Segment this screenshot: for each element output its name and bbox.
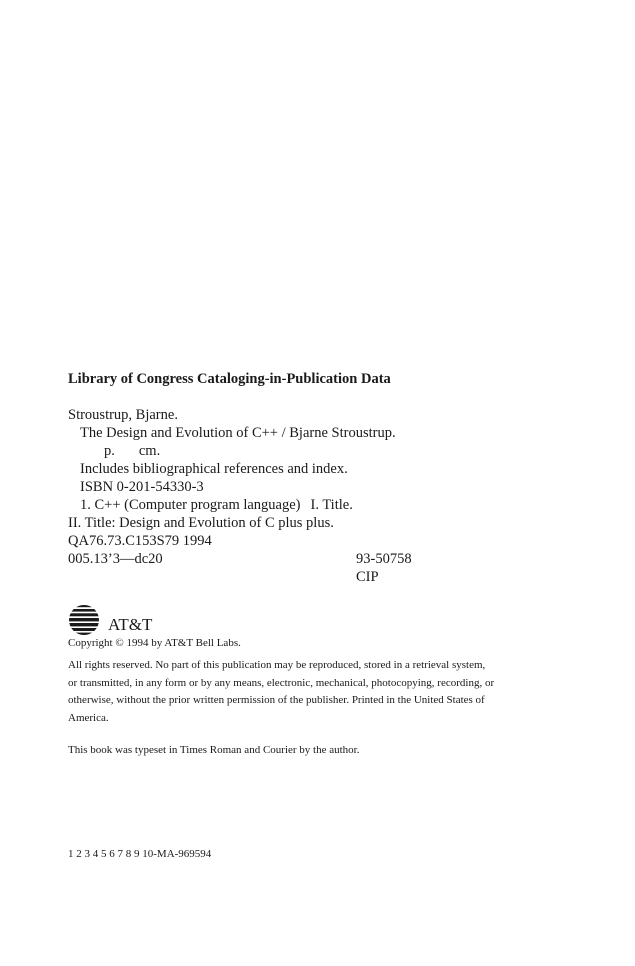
typeset-note: This book was typeset in Times Roman and Courier by the author.	[68, 744, 360, 756]
rights-line: otherwise, without the prior written permission of the publisher. Printed in the United States of	[68, 694, 485, 706]
cip-cm: cm.	[138, 443, 161, 459]
rights-statement	[68, 657, 538, 727]
cip-title-entry: I. Title.	[310, 497, 353, 513]
cip-subject-line	[68, 496, 488, 514]
printing-line: 1 2 3 4 5 6 7 8 9 10-MA-969594	[68, 848, 212, 860]
att-globe-icon	[68, 604, 100, 636]
cip-author: Stroustrup, Bjarne.	[68, 407, 178, 423]
att-logo-text: AT&T	[108, 615, 153, 634]
cip-label: CIP	[356, 569, 379, 585]
cip-call-number: QA76.73.C153S79 1994	[68, 533, 212, 549]
cip-heading: Library of Congress Cataloging-in-Publication Data	[68, 371, 391, 387]
cip-label-line	[68, 568, 488, 586]
cip-bibliography: Includes bibliographical references and index.	[80, 461, 348, 477]
cip-pagination	[68, 442, 488, 460]
cip-dewey-line	[68, 550, 488, 568]
cip-pages: p.	[104, 443, 115, 459]
cip-subject: 1. C++ (Computer program language)	[80, 497, 301, 513]
cip-alt-title: II. Title: Design and Evolution of C plus plus.	[68, 515, 334, 531]
rights-line: or transmitted, in any form or by any means, electronic, mechanical, photocopying, recording, or	[68, 676, 495, 689]
cip-title-line: The Design and Evolution of C++ / Bjarne Stroustrup.	[80, 425, 396, 441]
cip-record	[68, 406, 488, 586]
cip-lccn: 93-50758	[356, 551, 412, 567]
copyright-notice: Copyright © 1994 by AT&T Bell Labs.	[68, 637, 241, 649]
rights-line: All rights reserved. No part of this publication may be reproduced, stored in a retrieval system,	[68, 659, 486, 671]
cip-dewey: 005.13’3—dc20	[68, 551, 163, 567]
cip-isbn: ISBN 0-201-54330-3	[80, 479, 204, 495]
rights-line: America.	[68, 711, 109, 724]
att-logo	[68, 602, 152, 636]
